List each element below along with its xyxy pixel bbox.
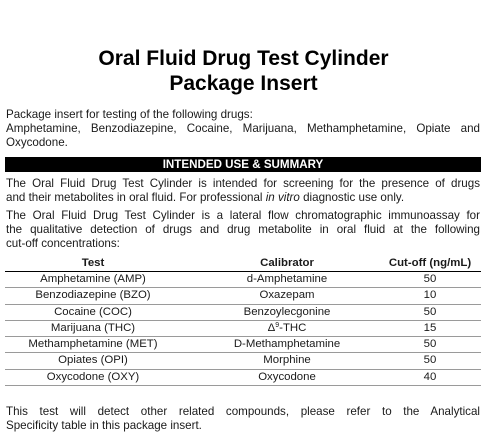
superscript-nine: 9 bbox=[275, 321, 280, 329]
table-row bbox=[5, 337, 481, 353]
section-header-intended-use: INTENDED USE & SUMMARY bbox=[5, 157, 481, 172]
cutoff-cell: 50 bbox=[423, 273, 437, 285]
cutoff-cell: 15 bbox=[423, 321, 437, 334]
test-cell: Opiates (OPI) bbox=[58, 354, 128, 367]
intro-line-1: Package insert for testing of the following drugs: bbox=[6, 108, 253, 121]
test-cell: Amphetamine (AMP) bbox=[40, 273, 146, 285]
thc-suffix: -THC bbox=[279, 321, 307, 334]
intended-use-p1-line-1: The Oral Fluid Drug Test Cylinder is intended for screening for the presence of drugs bbox=[6, 177, 480, 190]
intended-use-p2-line-2: the qualitative detection of drugs and drug metabolite in oral fluid at the following bbox=[6, 223, 480, 236]
test-cell: Benzodiazepine (BZO) bbox=[35, 289, 151, 302]
cutoff-cell: 40 bbox=[423, 370, 437, 383]
page-subtitle: Package Insert bbox=[169, 72, 318, 95]
intro-line-3: Oxycodone. bbox=[6, 136, 68, 149]
table-row bbox=[5, 288, 481, 304]
intended-use-p2-line-3: cut-off concentrations: bbox=[6, 237, 120, 250]
intended-use-p1-line-2-start: and their metabolites in oral fluid. For professional bbox=[6, 191, 266, 204]
table-row bbox=[5, 370, 481, 386]
calibrator-cell: Morphine bbox=[263, 354, 311, 367]
header-test: Test bbox=[81, 257, 105, 269]
calibrator-cell: D-Methamphetamine bbox=[233, 338, 341, 351]
delta-symbol: Δ bbox=[267, 321, 276, 334]
table-row bbox=[5, 353, 481, 369]
test-cell: Marijuana (THC) bbox=[50, 321, 136, 334]
cutoff-cell: 50 bbox=[423, 354, 437, 367]
calibrator-cell: Oxycodone bbox=[258, 370, 316, 383]
test-cell: Oxycodone (OXY) bbox=[46, 370, 140, 383]
table-row bbox=[5, 321, 481, 337]
page-title: Oral Fluid Drug Test Cylinder bbox=[98, 47, 389, 70]
cutoff-cell: 50 bbox=[423, 338, 437, 351]
header-calibrator: Calibrator bbox=[260, 257, 314, 269]
intended-use-p2-line-1: The Oral Fluid Drug Test Cylinder is a lateral flow chromatographic immunoassay for bbox=[6, 209, 480, 222]
in-vitro-text: in vitro bbox=[265, 191, 300, 204]
table-header-row bbox=[5, 256, 481, 272]
footer-note-line-2: Specificity table in this package insert. bbox=[6, 419, 202, 432]
test-cell: Cocaine (COC) bbox=[54, 305, 132, 318]
intended-use-p1-line-2 bbox=[6, 191, 480, 205]
table-row bbox=[5, 272, 481, 288]
cutoff-cell: 10 bbox=[423, 289, 437, 302]
intended-use-p1-line-2-end: diagnostic use only. bbox=[299, 191, 405, 204]
table-row bbox=[5, 305, 481, 321]
footer-note-line-1: This test will detect other related compounds, please refer to the Analytical bbox=[6, 405, 480, 418]
calibrator-cell bbox=[189, 321, 385, 336]
cutoff-table bbox=[5, 256, 481, 386]
calibrator-cell: d-Amphetamine bbox=[246, 273, 328, 285]
calibrator-cell: Oxazepam bbox=[259, 289, 315, 302]
test-cell: Methamphetamine (MET) bbox=[28, 338, 158, 351]
cutoff-cell: 50 bbox=[423, 305, 437, 318]
calibrator-cell: Benzoylecgonine bbox=[243, 305, 331, 318]
header-cutoff: Cut-off (ng/mL) bbox=[388, 257, 472, 269]
intro-line-2: Amphetamine, Benzodiazepine, Cocaine, Marijuana, Methamphetamine, Opiate and bbox=[6, 122, 480, 135]
